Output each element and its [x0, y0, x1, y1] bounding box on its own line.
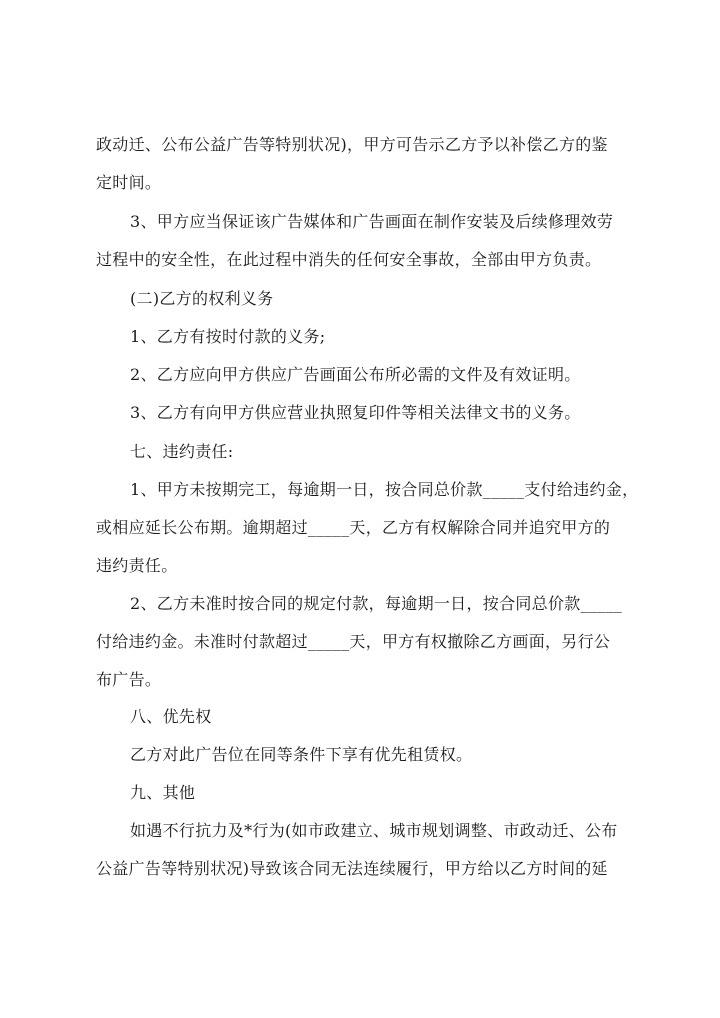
- section-heading-other: [96, 774, 632, 812]
- paragraph-compensation-end: [96, 126, 632, 202]
- text-line: 3、甲方应当保证该广告媒体和广告画面在制作安装及后续修理效劳: [130, 212, 614, 231]
- section-heading-party-b-rights: [96, 280, 632, 318]
- paragraph-b-duty-3: [96, 394, 632, 432]
- text-line: 乙方对此广告位在同等条件下享有优先租赁权。: [130, 745, 473, 764]
- text-line: 布广告。: [96, 670, 162, 689]
- text-line: 1、甲方未按期完工，每逾期一日，按合同总价款_____支付给违约金，: [130, 480, 639, 499]
- text-line: 政动迁、公布公益广告等特别状况)，甲方可告示乙方予以补偿乙方的鉴: [96, 135, 608, 154]
- paragraph-party-a-safety: [96, 203, 632, 279]
- text-line: 如遇不行抗力及*行为(如市政建立、城市规划调整、市政动迁、公布: [130, 821, 618, 840]
- section-heading-priority: [96, 698, 632, 736]
- section-heading-breach: [96, 433, 632, 471]
- text-line: 付给违约金。未准时付款超过_____天，甲方有权撤除乙方画面，另行公: [96, 632, 611, 651]
- paragraph-breach-party-a: [96, 471, 639, 585]
- paragraph-b-duty-1: [96, 318, 632, 356]
- text-line: (二)乙方的权利义务: [130, 289, 274, 308]
- text-line: 定时间。: [96, 173, 162, 192]
- text-line: 2、乙方未准时按合同的规定付款，每逾期一日，按合同总价款_____: [130, 594, 623, 613]
- text-line: 过程中的安全性，在此过程中消失的任何安全事故，全部由甲方负责。: [96, 250, 602, 269]
- text-line: 八、优先权: [130, 707, 212, 726]
- paragraph-force-majeure: [96, 812, 632, 888]
- paragraph-b-duty-2: [96, 356, 632, 394]
- text-line: 九、其他: [130, 783, 196, 802]
- paragraph-priority-lease: [96, 736, 632, 774]
- text-line: 2、乙方应向甲方供应广告画面公布所必需的文件及有效证明。: [130, 365, 581, 384]
- text-line: 1、乙方有按时付款的义务;: [130, 327, 326, 346]
- text-line: 或相应延长公布期。逾期超过_____天，乙方有权解除合同并追究甲方的: [96, 518, 611, 537]
- text-line: 3、乙方有向甲方供应营业执照复印件等相关法律文书的义务。: [130, 403, 581, 422]
- text-line: 公益广告等特别状况)导致该合同无法连续履行，甲方给以乙方时间的延: [96, 859, 608, 878]
- text-line: 违约责任。: [96, 556, 178, 575]
- paragraph-breach-party-b: [96, 585, 632, 699]
- text-line: 七、违约责任:: [130, 442, 234, 461]
